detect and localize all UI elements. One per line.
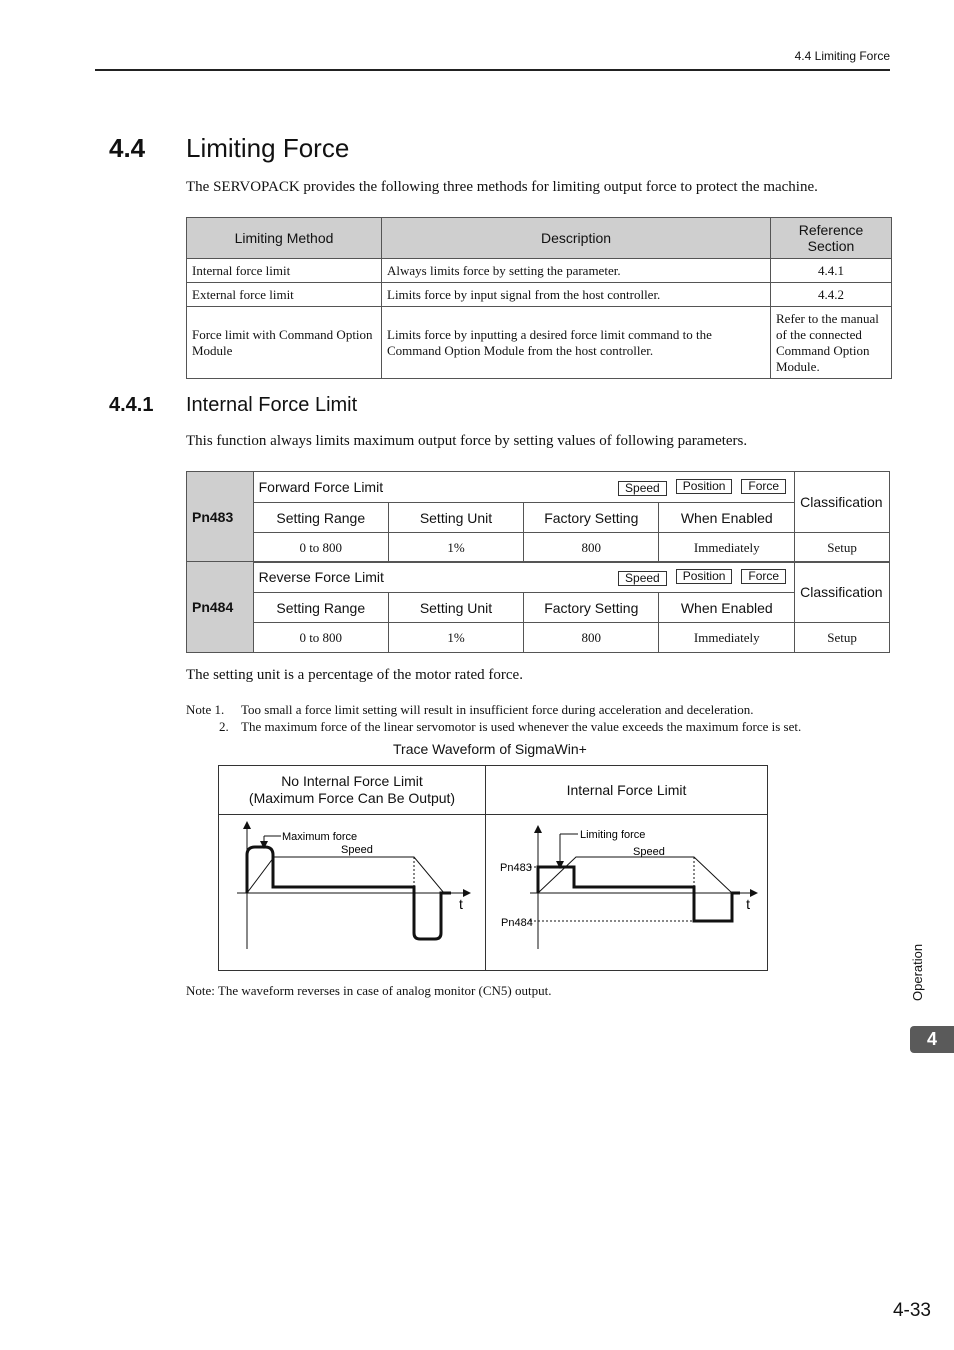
factory-setting-value: 800 bbox=[524, 533, 659, 563]
limiting-method-table bbox=[186, 217, 892, 379]
classification-value: Setup bbox=[795, 623, 890, 653]
setting-unit-value: 1% bbox=[388, 623, 523, 653]
max-force-label: Maximum force bbox=[282, 831, 358, 843]
setting-unit-value: 1% bbox=[388, 533, 523, 563]
param-id: Pn483 bbox=[187, 472, 254, 563]
param-table-pn484 bbox=[186, 561, 890, 653]
description-cell: Limits force by input signal from the host controller. bbox=[382, 283, 771, 307]
force-tag: Force bbox=[741, 569, 786, 584]
speed-label: Speed bbox=[633, 846, 665, 858]
bottom-note: Note: The waveform reverses in case of analog monitor (CN5) output. bbox=[186, 983, 552, 998]
setting-range-header: Setting Range bbox=[253, 503, 388, 533]
when-enabled-header: When Enabled bbox=[659, 503, 795, 533]
param-id: Pn484 bbox=[187, 562, 254, 653]
note-1-text: Too small a force limit setting will result in insufficient force during acceleration and deceleration. bbox=[241, 702, 754, 717]
mode-tags bbox=[609, 479, 786, 494]
param-name: Forward Force Limit bbox=[258, 479, 384, 495]
param-title-cell bbox=[253, 562, 794, 593]
page-number: 4-33 bbox=[892, 1300, 931, 1321]
factory-setting-header: Factory Setting bbox=[524, 593, 659, 623]
pn483-label: Pn483 bbox=[500, 862, 532, 874]
method-cell: Internal force limit bbox=[187, 259, 382, 283]
method-cell: Force limit with Command Option Module bbox=[187, 307, 382, 379]
position-tag: Position bbox=[676, 479, 733, 494]
trace-title: Trace Waveform of SigmaWin+ bbox=[393, 741, 587, 757]
subsection-number: 4.4.1 bbox=[109, 394, 154, 416]
header-rule bbox=[95, 69, 890, 71]
trace-waveform-table bbox=[218, 765, 768, 971]
table-row bbox=[187, 283, 892, 307]
reference-cell: Refer to the manual of the connected Command Option Module. bbox=[771, 307, 892, 379]
left-header-line-1: No Internal Force Limit bbox=[281, 773, 423, 789]
left-header bbox=[219, 766, 485, 814]
param-title-cell bbox=[253, 472, 794, 503]
when-enabled-header: When Enabled bbox=[659, 593, 795, 623]
factory-setting-header: Factory Setting bbox=[524, 503, 659, 533]
setting-unit-header: Setting Unit bbox=[388, 593, 523, 623]
table-row bbox=[187, 307, 892, 379]
param-table-pn483 bbox=[186, 471, 890, 563]
classification-value: Setup bbox=[795, 533, 890, 563]
right-header: Internal Force Limit bbox=[566, 781, 687, 798]
factory-setting-value: 800 bbox=[524, 623, 659, 653]
col-reference-section: Reference Section bbox=[771, 218, 892, 259]
subsection-heading bbox=[109, 394, 357, 417]
waveform-no-limit bbox=[219, 815, 485, 970]
classification-label: Classification bbox=[795, 472, 890, 533]
section-heading bbox=[109, 133, 349, 164]
setting-range-value: 0 to 800 bbox=[253, 533, 388, 563]
pn484-label: Pn484 bbox=[501, 917, 533, 929]
param-name: Reverse Force Limit bbox=[258, 569, 384, 585]
limiting-force-label: Limiting force bbox=[580, 829, 646, 841]
note-label: Note 1. bbox=[186, 702, 225, 717]
section-number: 4.4 bbox=[109, 133, 146, 163]
intro-paragraph: The SERVOPACK provides the following three methods for limiting output force to protect the machine. bbox=[186, 179, 818, 195]
table-row bbox=[187, 259, 892, 283]
setting-unit-header: Setting Unit bbox=[388, 503, 523, 533]
speed-tag: Speed bbox=[618, 481, 667, 496]
sub-intro-paragraph: This function always limits maximum output force by setting values of following parameters. bbox=[186, 433, 748, 449]
note-1 bbox=[186, 702, 224, 718]
note-2-label: 2. bbox=[219, 719, 229, 734]
reference-cell: 4.4.1 bbox=[771, 259, 892, 283]
left-header-line-2: (Maximum Force Can Be Output) bbox=[248, 790, 456, 806]
setting-range-value: 0 to 800 bbox=[253, 623, 388, 653]
force-trace bbox=[538, 867, 740, 921]
when-enabled-value: Immediately bbox=[659, 623, 795, 653]
speed-tag: Speed bbox=[618, 571, 667, 586]
col-limiting-method: Limiting Method bbox=[187, 218, 382, 259]
time-label: t bbox=[459, 896, 463, 912]
waveform-internal-limit bbox=[486, 815, 767, 970]
speed-label: Speed bbox=[341, 844, 373, 856]
force-tag: Force bbox=[741, 479, 786, 494]
description-cell: Limits force by inputting a desired force limit command to the Command Option Module from the host controller. bbox=[382, 307, 771, 379]
reference-cell: 4.4.2 bbox=[771, 283, 892, 307]
unit-paragraph: The setting unit is a percentage of the motor rated force. bbox=[186, 667, 523, 683]
chapter-tab: 4 bbox=[910, 1026, 954, 1053]
setting-range-header: Setting Range bbox=[253, 593, 388, 623]
time-label: t bbox=[746, 896, 750, 912]
mode-tags bbox=[609, 569, 786, 584]
subsection-title: Internal Force Limit bbox=[186, 394, 358, 416]
running-head: 4.4 Limiting Force bbox=[794, 49, 890, 63]
note-2-text: The maximum force of the linear servomotor is used whenever the value exceeds the maximum force is set. bbox=[241, 719, 802, 734]
when-enabled-value: Immediately bbox=[659, 533, 795, 563]
section-title: Limiting Force bbox=[186, 133, 350, 163]
position-tag: Position bbox=[676, 569, 733, 584]
col-description: Description bbox=[382, 218, 771, 259]
classification-label: Classification bbox=[795, 562, 890, 623]
side-tab-label: Operation bbox=[910, 943, 925, 1001]
description-cell: Always limits force by setting the parameter. bbox=[382, 259, 771, 283]
method-cell: External force limit bbox=[187, 283, 382, 307]
